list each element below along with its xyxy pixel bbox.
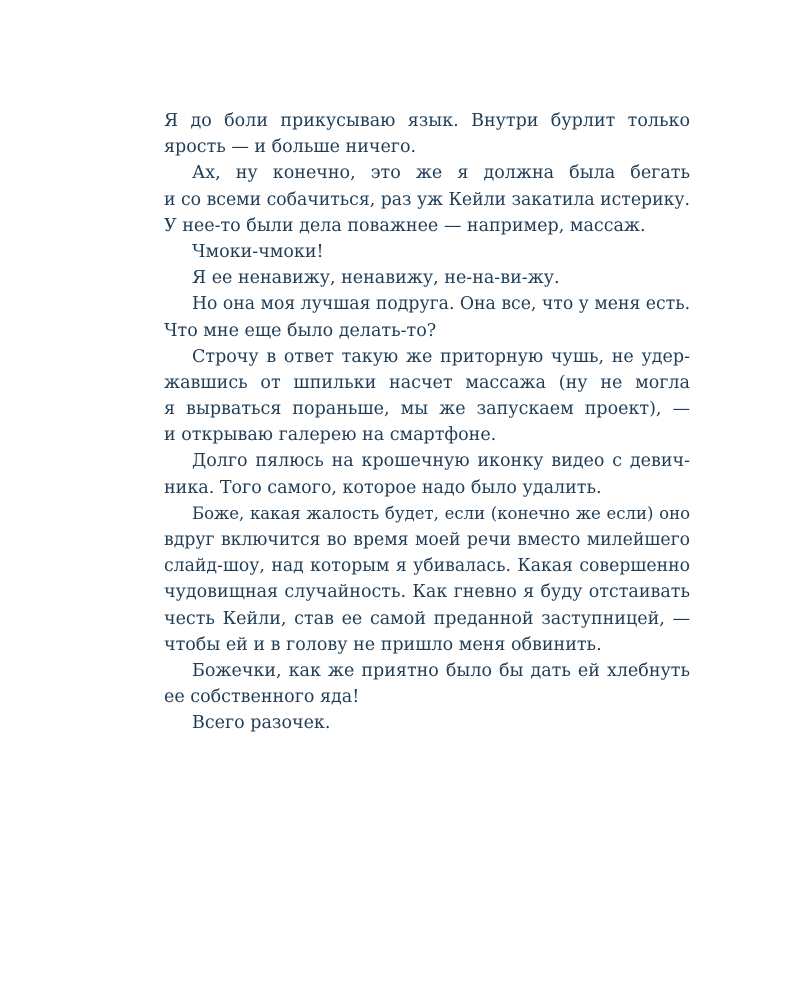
text-line: Я ее ненавижу, ненавижу, не-на-ви-жу. [192,268,560,289]
text-line: и со всеми собачиться, раз уж Кейли закатила истерику. [164,189,690,210]
text-line: чтобы ей и в голову не пришло меня обвинить. [164,634,602,655]
text-line: вдруг включится во время моей речи вместо милейшего [164,530,690,550]
text-line: Долго пялюсь на крошечную иконку видео с девич- [192,451,690,472]
text-line: Но она моя лучшая подруга. Она все, что у меня есть. [192,294,691,315]
page-text [164,108,690,737]
text-line: ника. Того самого, которое надо было удалить. [164,477,602,498]
text-line: Я до боли прикусываю язык. Внутри бурлит только [164,111,690,131]
text-line: жавшись от шпильки насчет массажа (ну не могла [164,372,690,393]
text-line: Строчу в ответ такую же приторную чушь, не удер- [192,346,690,367]
text-line: я вырваться пораньше, мы же запускаем проект), — [164,399,690,420]
text-line: и открываю галерею на смартфоне. [164,425,497,446]
text-line: Всего разочек. [192,713,331,734]
text-line: чудовищная случайность. Как гневно я буду отстаивать [164,582,690,603]
text-line: ее собственного яда! [164,687,360,708]
text-line: Чмоки-чмоки! [192,241,324,262]
text-line: Боже, какая жалость будет, если (конечно же если) оно [192,503,690,523]
text-line: слайд-шоу, над которым я убивалась. Какая совершенно [164,556,690,577]
text-line: Божечки, как же приятно было бы дать ей хлебнуть [192,660,690,681]
text-line: Ах, ну конечно, это же я должна была бегать [192,163,690,184]
text-line: ярость — и больше ничего. [164,137,417,158]
text-line: У нее-то были дела поважнее — например, массаж. [164,215,646,236]
text-line: Что мне еще было делать-то? [164,320,437,341]
text-line: честь Кейли, став ее самой преданной заступницей, — [164,608,690,629]
